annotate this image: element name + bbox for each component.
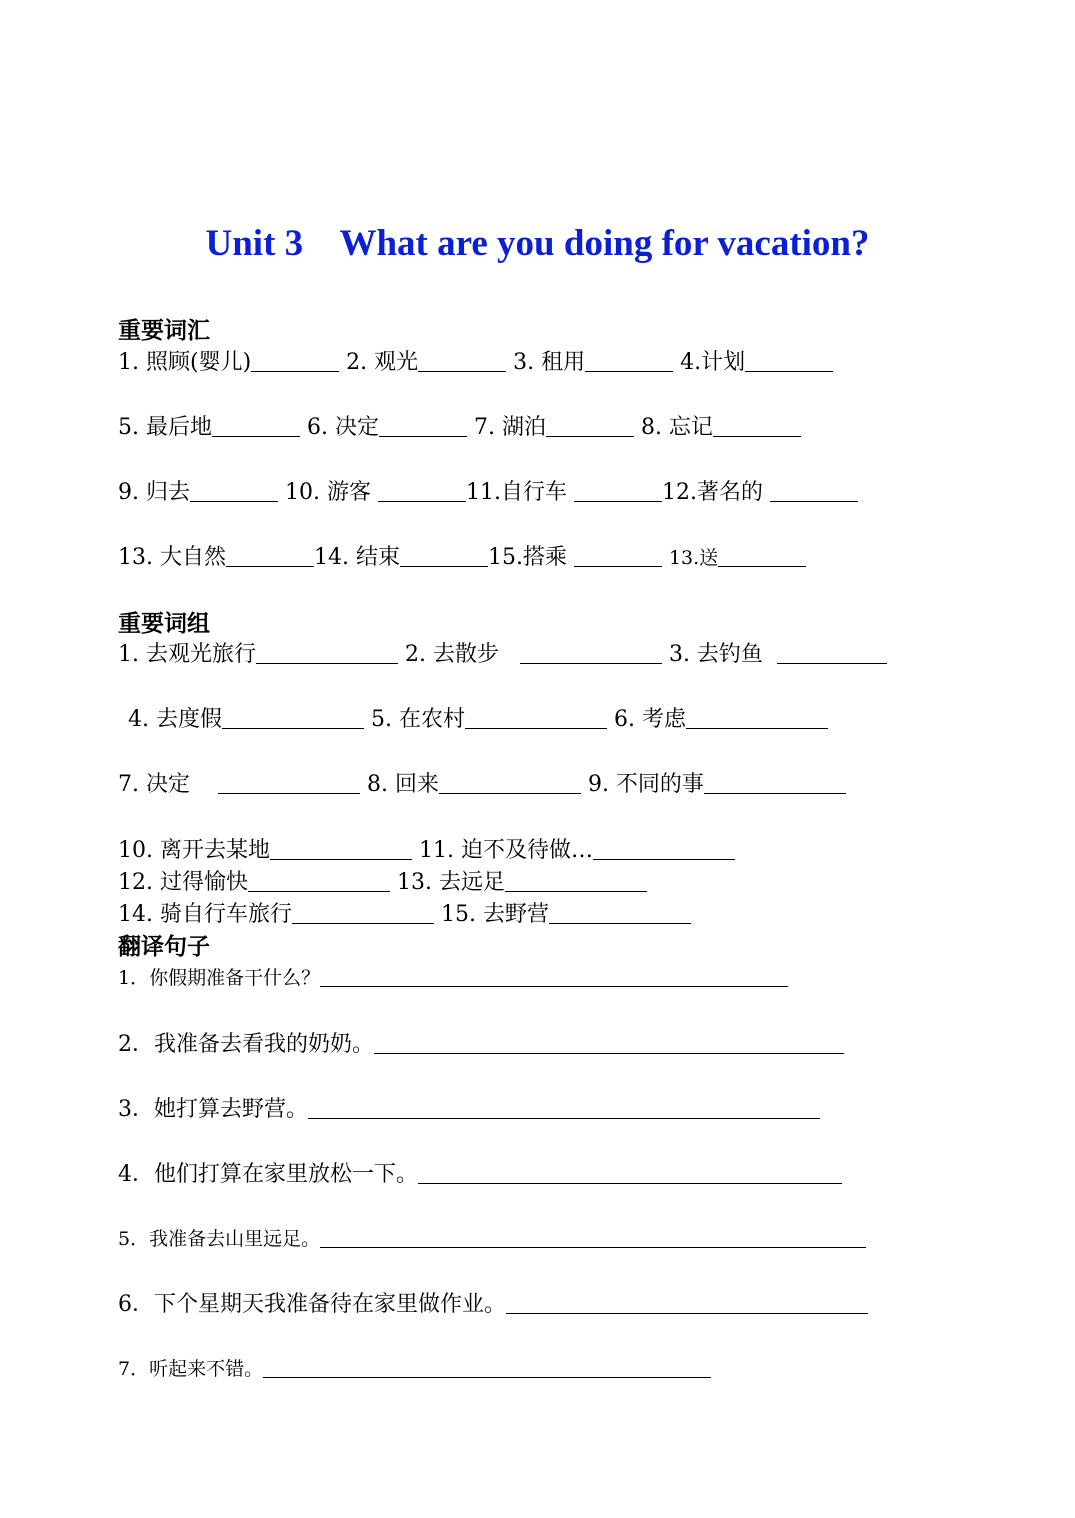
vocab-item-7: 7. 湖泊 xyxy=(473,415,546,440)
vocab-item-15: 15.搭乘 xyxy=(487,545,567,570)
answer-blank[interactable] xyxy=(546,416,634,437)
phrase-item-2: 2. 去散步 xyxy=(404,642,499,667)
sentence-3: 3．她打算去野营。 xyxy=(118,1097,308,1122)
answer-blank[interactable] xyxy=(256,643,398,664)
answer-blank[interactable] xyxy=(226,546,314,567)
phrase-item-4: 4. 去度假 xyxy=(128,707,222,732)
answer-blank[interactable] xyxy=(745,351,833,372)
vocab-row-2 xyxy=(118,410,801,441)
phrase-row-5 xyxy=(118,865,647,896)
answer-blank[interactable] xyxy=(222,708,364,729)
answer-blank[interactable] xyxy=(439,773,581,794)
answer-blank[interactable] xyxy=(400,546,488,567)
phrase-item-11: 11. 迫不及待做… xyxy=(418,838,593,863)
sentence-7: 7．听起来不错。 xyxy=(118,1358,264,1380)
answer-blank[interactable] xyxy=(718,546,806,567)
phrase-item-1: 1. 去观光旅行 xyxy=(118,642,256,667)
answer-blank[interactable] xyxy=(378,481,466,502)
answer-blank[interactable] xyxy=(505,871,647,892)
phrase-row-6 xyxy=(118,897,691,928)
answer-blank[interactable] xyxy=(465,708,607,729)
phrase-heading: 重要词组 xyxy=(118,611,210,637)
vocab-item-1: 1. 照顾(婴儿) xyxy=(118,350,252,375)
vocab-item-9: 9. 归去 xyxy=(118,480,190,505)
vocab-row-4 xyxy=(118,540,806,571)
vocab-item-13: 13. 大自然 xyxy=(118,545,226,570)
phrase-item-10: 10. 离开去某地 xyxy=(118,838,270,863)
answer-blank[interactable] xyxy=(520,643,662,664)
phrase-item-13: 13. 去远足 xyxy=(396,870,505,895)
sentence-row-7 xyxy=(118,1354,711,1381)
phrase-row-3 xyxy=(118,767,846,798)
vocab-item-12: 12.著名的 xyxy=(661,480,763,505)
answer-blank[interactable] xyxy=(248,871,390,892)
sentence-row-5 xyxy=(118,1224,866,1251)
phrase-item-14: 14. 骑自行车旅行 xyxy=(118,902,292,927)
answer-blank[interactable] xyxy=(270,839,412,860)
answer-blank[interactable] xyxy=(212,416,300,437)
answer-blank[interactable] xyxy=(320,966,788,987)
vocab-item-10: 10. 游客 xyxy=(284,480,371,505)
phrase-item-12: 12. 过得愉快 xyxy=(118,870,248,895)
vocab-heading: 重要词汇 xyxy=(118,318,210,344)
phrase-row-2 xyxy=(128,702,828,733)
vocab-item-14: 14. 结束 xyxy=(313,545,400,570)
sentence-6: 6．下个星期天我准备待在家里做作业。 xyxy=(118,1292,506,1317)
vocab-item-5: 5. 最后地 xyxy=(118,415,212,440)
sentence-row-6 xyxy=(118,1287,868,1318)
answer-blank[interactable] xyxy=(374,1033,844,1054)
phrase-item-7: 7. 决定 xyxy=(118,772,190,797)
answer-blank[interactable] xyxy=(777,643,887,664)
sentence-2: 2．我准备去看我的奶奶。 xyxy=(118,1032,374,1057)
worksheet-title: Unit 3 What are you doing for vacation? xyxy=(205,223,870,264)
answer-blank[interactable] xyxy=(574,481,662,502)
vocab-item-16: 13.送 xyxy=(668,547,719,569)
answer-blank[interactable] xyxy=(704,773,846,794)
answer-blank[interactable] xyxy=(686,708,828,729)
answer-blank[interactable] xyxy=(574,546,662,567)
phrase-row-4 xyxy=(118,833,735,864)
vocab-item-6: 6. 决定 xyxy=(306,415,379,440)
phrase-item-5: 5. 在农村 xyxy=(370,707,465,732)
answer-blank[interactable] xyxy=(418,1163,842,1184)
phrase-item-8: 8. 回来 xyxy=(366,772,439,797)
translate-heading: 翻译句子 xyxy=(118,934,210,960)
vocab-item-4: 4.计划 xyxy=(680,350,746,375)
answer-blank[interactable] xyxy=(379,416,467,437)
answer-blank[interactable] xyxy=(251,351,339,372)
answer-blank[interactable] xyxy=(292,903,434,924)
vocab-item-11: 11.自行车 xyxy=(465,480,567,505)
answer-blank[interactable] xyxy=(506,1293,868,1314)
sentence-row-4 xyxy=(118,1157,842,1188)
answer-blank[interactable] xyxy=(418,351,506,372)
answer-blank[interactable] xyxy=(770,481,858,502)
vocab-item-3: 3. 租用 xyxy=(513,350,586,375)
vocab-row-3 xyxy=(118,475,858,506)
answer-blank[interactable] xyxy=(263,1357,711,1378)
vocab-row-1 xyxy=(118,345,833,376)
phrase-item-15: 15. 去野营 xyxy=(440,902,549,927)
sentence-row-1 xyxy=(118,963,788,990)
answer-blank[interactable] xyxy=(549,903,691,924)
answer-blank[interactable] xyxy=(308,1098,820,1119)
answer-blank[interactable] xyxy=(713,416,801,437)
sentence-1: 1．你假期准备干什么？ xyxy=(118,967,321,989)
sentence-4: 4．他们打算在家里放松一下。 xyxy=(118,1162,418,1187)
answer-blank[interactable] xyxy=(190,481,278,502)
vocab-item-8: 8. 忘记 xyxy=(640,415,713,440)
answer-blank[interactable] xyxy=(585,351,673,372)
answer-blank[interactable] xyxy=(320,1227,866,1248)
phrase-item-6: 6. 考虑 xyxy=(613,707,686,732)
phrase-row-1 xyxy=(118,637,887,668)
answer-blank[interactable] xyxy=(218,773,360,794)
sentence-row-3 xyxy=(118,1092,820,1123)
phrase-item-3: 3. 去钓鱼 xyxy=(668,642,763,667)
phrase-item-9: 9. 不同的事 xyxy=(587,772,704,797)
vocab-item-2: 2. 观光 xyxy=(346,350,419,375)
sentence-row-2 xyxy=(118,1027,844,1058)
answer-blank[interactable] xyxy=(593,839,735,860)
sentence-5: 5．我准备去山里远足。 xyxy=(118,1228,321,1250)
